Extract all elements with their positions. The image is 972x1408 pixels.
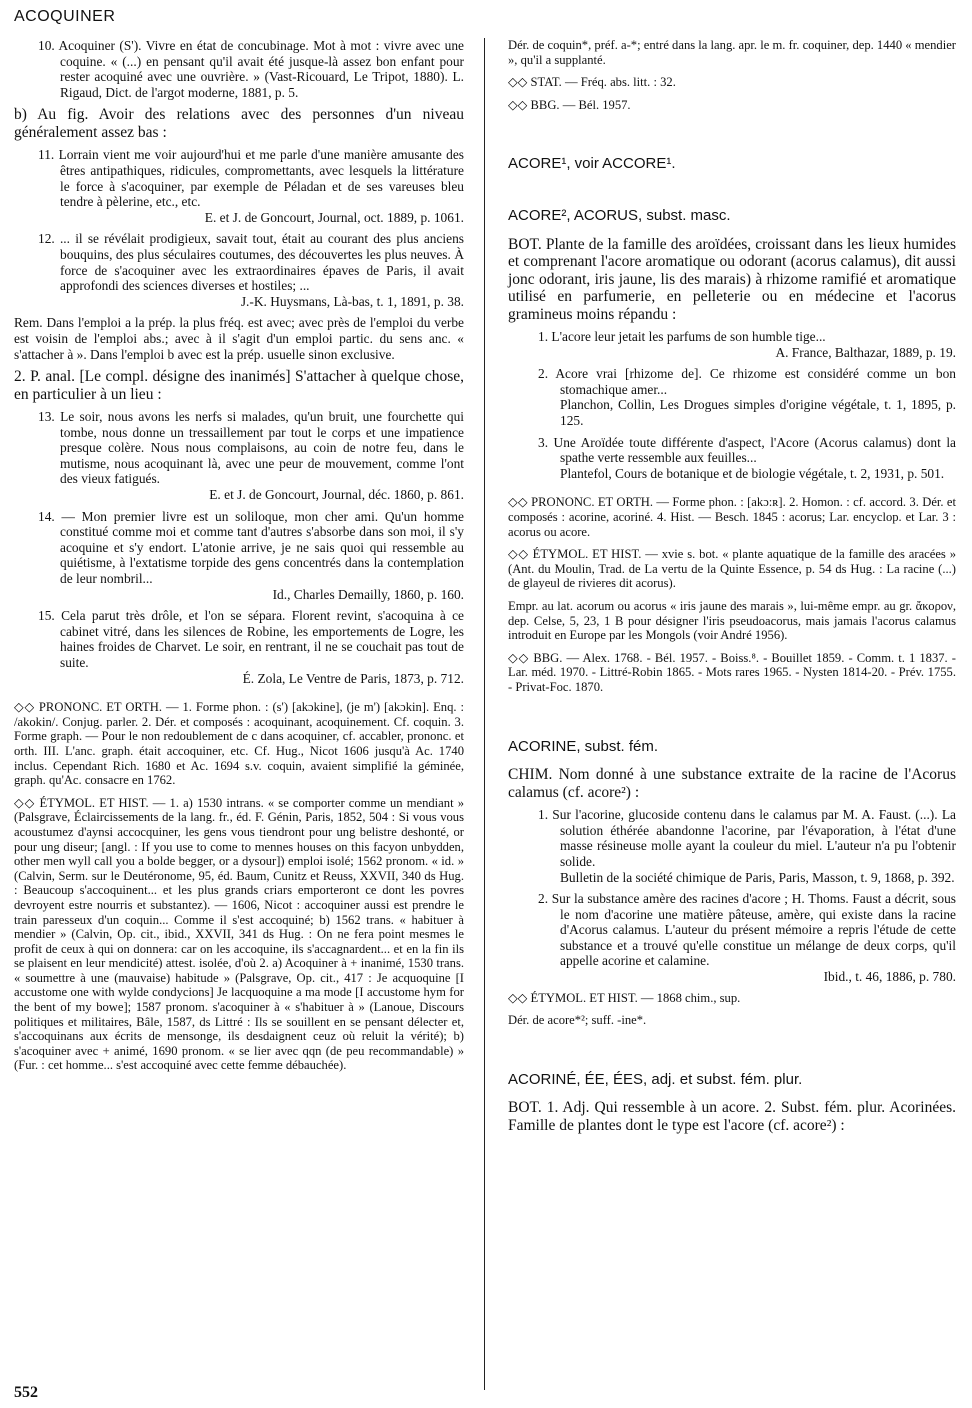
example-number: 2. xyxy=(538,891,549,907)
running-head: ACOQUINER xyxy=(14,8,116,25)
example-10 xyxy=(38,38,464,100)
entry-acorine: ACORINE, subst. fém. xyxy=(508,737,659,755)
example-number: 10. xyxy=(38,38,55,53)
example-number: 1. xyxy=(538,807,549,823)
example-source: E. et J. de Goncourt, Journal, oct. 1889, p. 1061. xyxy=(204,209,464,225)
example-text: Acoquiner (S'). Vivre en état de concubinage. Mot à mot : vivre avec une coquine. « (...) en pensant qu'il avait été jusque-là assez bon enfant pour rester acoquiné avec une ouvrière. » (Vast-Ricouard, Le Tripot, 1880). L. Rigaud, Dict. de l'argot moderne, 1881, p. 5. xyxy=(58,38,464,100)
example-source: Bulletin de la société chimique de Paris, Paris, Masson, t. 9, 1868, p. 392. xyxy=(560,869,955,885)
column-divider xyxy=(484,38,485,1390)
example-source: Plantefol, Cours de botanique et de biologie végétale, t. 2, 1931, p. 501. xyxy=(560,465,945,481)
example-text: L'acore leur jetait les parfums de son humble tige... xyxy=(551,329,826,345)
example-number: 13. xyxy=(38,409,55,425)
example-text: ... il se révélait prodigieux, savait tout, était au courant des plus anciens bouquins, des plus séculaires coutumes, des découvertes les plus neuves. À force de s'acoquiner avec les extraordinaires épaves de Paris, il avait approfondi des sciences diverses et hostiles; ... xyxy=(59,231,464,294)
acore-example-1 xyxy=(538,329,956,360)
example-11 xyxy=(38,147,464,225)
example-source: É. Zola, Le Ventre de Paris, 1873, p. 712. xyxy=(242,670,464,686)
example-12 xyxy=(38,231,464,309)
sense-2: 2. P. anal. [Le compl. désigne des inanimés] S'attacher à quelque chose, en particulier à un lieu : xyxy=(14,368,464,403)
right-column xyxy=(508,38,956,1140)
example-number: 3. xyxy=(538,434,549,450)
entry-acorine-adj: ACORINÉ, ÉE, ÉES, adj. et subst. fém. plur. xyxy=(508,1070,803,1088)
example-number: 11. xyxy=(38,147,55,163)
acore-bbg: ◇◇ BBG. — Alex. 1768. - Bél. 1957. - Boiss.⁸. - Bouillet 1859. - Comm. t. 1 1837. - Lar. méd. 1970. - Littré-Robin 1865. - Mots rares 1965. - Nysten 1814-20. - Prév. 1755. - Privat-Foc. 1870. xyxy=(508,650,956,694)
example-text: Une Aroïdée toute différente d'aspect, l'Acore (Acorus calamus) dont la spathe verte ressemble aux feuilles... xyxy=(553,434,956,466)
example-text: Cela parut très drôle, et l'on se sépara. Florent revint, s'acoquina à ce cabinet vitré, dans les silences de Robine, les emportements de Logre, les haines froides de Charvet. Le soir, en rentrant, il ne se couchait pas tout de suite. xyxy=(60,608,464,670)
acorine-etymol: ◇◇ ÉTYMOL. ET HIST. — 1868 chim., sup. xyxy=(508,990,741,1005)
example-source: E. et J. de Goncourt, Journal, déc. 1860, p. 861. xyxy=(209,487,464,503)
example-13 xyxy=(38,409,464,503)
definition-acorine-adj: BOT. 1. Adj. Qui ressemble à un acore. 2. Subst. fém. plur. Acorinées. Famille de plantes dont le type est l'acore (cf. acore²) : xyxy=(508,1099,956,1134)
bbg: ◇◇ BBG. — Bél. 1957. xyxy=(508,97,631,112)
sense-b: b) Au fig. Avoir des relations avec des personnes d'un niveau généralement assez bas : xyxy=(14,106,464,141)
example-14 xyxy=(38,508,464,603)
example-source: Planchon, Collin, Les Drogues simples d'origine végétale, t. 1, 1895, p. 125. xyxy=(560,397,956,429)
example-source: Ibid., t. 46, 1886, p. 780. xyxy=(823,969,956,985)
definition-acorine: CHIM. Nom donné à une substance extraite de la racine de l'Acorus calamus (cf. acore²) : xyxy=(508,766,956,801)
acorine-example-2 xyxy=(538,891,956,985)
example-source: J.-K. Huysmans, Là-bas, t. 1, 1891, p. 38. xyxy=(240,293,464,309)
page-number: 552 xyxy=(14,1384,38,1401)
example-text: Lorrain vient me voir aujourd'hui et me parle d'une manière amusante des êtres antipathiques, ridicules, compromettants, avec lesquels la littérature le force à s'acoquiner, par exemple de Péladan et de ses vareuses bleu tendre à pèlerine, etc., etc. xyxy=(58,147,464,210)
example-15 xyxy=(38,608,464,686)
acorine-example-1 xyxy=(538,807,956,885)
entry-acore-1: ACORE¹, voir ACCORE¹. xyxy=(508,155,676,173)
example-source: Id., Charles Demailly, 1860, p. 160. xyxy=(272,586,464,602)
definition-acore: BOT. Plante de la famille des aroïdées, croissant dans les lieux humides et comprenant l'acore aromatique ou odorant (acorus calamus), dit aussi jonc odorant, iris jaune, lis des marais) à rhizome ramifié et aromatique utilisé en parfumerie, en pelleterie ou en médecine et l'acorus gramineus moins répandu : xyxy=(508,235,956,323)
example-text: — Mon premier livre est un soliloque, mon cher ami. Qu'un homme constitué comme moi et comme tant d'autres s'absorbe dans son moi, il s'y acoquine et s'y endort. L'atonie arrive, je ne sais quoi qui ressemble au quiétisme, à l'extatisme torpide des gens concentrés dans la contemplation de leur nombril... xyxy=(60,508,464,587)
example-number: 14. xyxy=(38,508,55,524)
acore-emprunt: Empr. au lat. acorum ou acorus « iris jaune des marais », lui-même empr. au gr. ἄκορον, dep. Celse, 5, 23, 1 B pour désigner l'iris pseudoacorus, mais jamais l'acorus calamus introduit en Europe par les Mongols (voir André 1956). xyxy=(508,598,956,643)
example-number: 2. xyxy=(538,366,549,382)
derivation: Dér. de coquin*, préf. a-*; entré dans la lang. apr. le m. fr. coquiner, dep. 1440 « mendier », qu'il a supplanté. xyxy=(508,38,956,67)
entry-acore-2: ACORE², ACORUS, subst. masc. xyxy=(508,206,731,224)
example-number: 15. xyxy=(38,608,55,624)
example-text: Sur l'acorine, glucoside contenu dans le calamus par M. A. Faust. (...). La solution éthérée abandonne l'acorine, par l'évaporation, à l'état d'une masse résineuse molle ayant la couleur du miel. L'auteur n'a pu l'obtenir solide. xyxy=(552,807,956,869)
acore-prononc: ◇◇ PRONONC. ET ORTH. — Forme phon. : [akɔ:ʀ]. 2. Homon. : cf. accord. 3. Dér. et composés : acorine, acoriné. 4. Hist. — Besch. 1845 : acorus; Lar. encyclop. et Lar. 3 : acorus ou acore. xyxy=(508,495,956,539)
example-number: 12. xyxy=(38,231,55,247)
remark: Rem. Dans l'emploi a la prép. la plus fréq. est avec; avec près de l'emploi du verbe est voisin de l'emploi abs.; avec à il s'agit d'un emploi partic. du sens anc. « s'attacher à ». Dans l'emploi b avec est la prép. usuelle sinon exclusive. xyxy=(14,315,464,362)
example-number: 1. xyxy=(538,329,549,345)
prononc-orth: ◇◇ PRONONC. ET ORTH. — 1. Forme phon. : (s') [akɔkine], (je m') [akɔkin]. Enq. : /akokin/. Conjug. parler. 2. Dér. et composés : acoquinant, acoquinement. Cf. coquin. 3. Forme graph. — Pour le non redoublement de c dans acoquiner, cf. accabler, prononc. et orth. III. L'anc. graph. était accoquiner, etc. Cf. Hug., Nicot 1606 jusqu'à Ac. 1740 inclus. Cependant Rich. 1680 et Ac. 1694 s.v. coquin, avaient simplifié la géminée, graph. qu'Ac. consacre en 1762. xyxy=(14,700,464,788)
acorine-derivation: Dér. de acore*²; suff. -ine*. xyxy=(508,1013,647,1028)
etymol-hist: ◇◇ ÉTYMOL. ET HIST. — 1. a) 1530 intrans. « se comporter comme un mendiant » (Palsgrave, Éclaircissements de la lang. fr., éd. F. Génin, Paris, 1852, 504 : Si vous vous acoustumez d'aynsi accocquiner, les gens vous tiendront pour ung belistre deshonté, or pour ung diseur; [angl. : If you use to come to mennes houses on this facyon unbydden, other men wyll call you a bolde begger, or a dysour]) emploi isolé; 1562 pronom. « id. » (Calvin, Serm. sur le Deutéronome, 95, éd. Baum, Cunitz et Reuss, XXVII, 340 ds Hug. : Beaucoup s'accoquinent... et les plus grands criars emporteront ce dont les povres devroyent estre nourris et substantez). — 1606, Nicot : accoquiner aussi est prendre le train paresseux d'un coquin... Comme il s'est accoquiné; b) 1562 trans. « habituer à mendier » (Calvin, Op. cit., ibid., XXVII, 341 ds Hug. : On ne fera point mesmes le profit de ceux à qui on donnera: car on les accoquine, ils s'accagnardent... et en la fin ils se plaisent en leur mendicité) attest. isolée, d'où 2. a) Acoquiner à + inanimé, 1530 trans. « soumettre à une (mauvaise) habitude » (Palsgrave, Op. cit., 417 : Je acquoquine [I accustome one with wylde condycions] Je lacquoquine a ma mode [I accustome hym for the bent of my bowe]; 1587 pronom. s'acoquiner à « s'habituer à » (Lanoue, Discours politiques et militaires, Bâle, 1587, ds Littré : Ils se souillent en se pensant délecter et, s'accoquinans aux écrits de mensonge, ils desdaignent ceuz où reluit la vérité); b) s'acoquiner avec + animé, 1690 pronom. « se lier avec qqn (de peu recommandable) » (Fur. : cet homme... s'est accoquiné avec cette femme débauchée). xyxy=(14,795,464,1073)
acore-example-2 xyxy=(538,366,956,429)
acore-example-3 xyxy=(538,434,956,482)
example-source: A. France, Balthazar, 1889, p. 19. xyxy=(775,344,956,360)
left-column xyxy=(14,38,464,1081)
example-text: Le soir, nous avons les nerfs si malades, qu'un bruit, une fourchette qui tombe, nous donne un tressaillement par tout le corps et une impatience presque colère. Nous nous complaisons, au coin de notre feu, dans le mutisme, nous acoquinant là, avec une peur de mouvement, comme l'ont des vieux fatigués. xyxy=(60,409,464,487)
acore-etymol: ◇◇ ÉTYMOL. ET HIST. — xvie s. bot. « plante aquatique de la famille des aracées » (Ant. du Moulin, Trad. de La vertu de la Quinte Essence, p. 54 ds Hug. : La racine (...) de glayeul de rivieres dit acorus). xyxy=(508,547,956,591)
example-text: Sur la substance amère des racines d'acore ; H. Thoms. Faust a décrit, sous le nom d'acorine une matière pâteuse, amère, qui existe dans la racine d'Acorus calamus. L'auteur du présent mémoire a repris l'étude de cette substance et a trouvé qu'elle constitue un mélange de deux corps, qu'il appelle acorine et calamine. xyxy=(551,891,956,969)
stat: ◇◇ STAT. — Fréq. abs. litt. : 32. xyxy=(508,75,676,90)
example-text: Acore vrai [rhizome de]. Ce rhizome est considéré comme un bon stomachique amer... xyxy=(555,366,956,397)
